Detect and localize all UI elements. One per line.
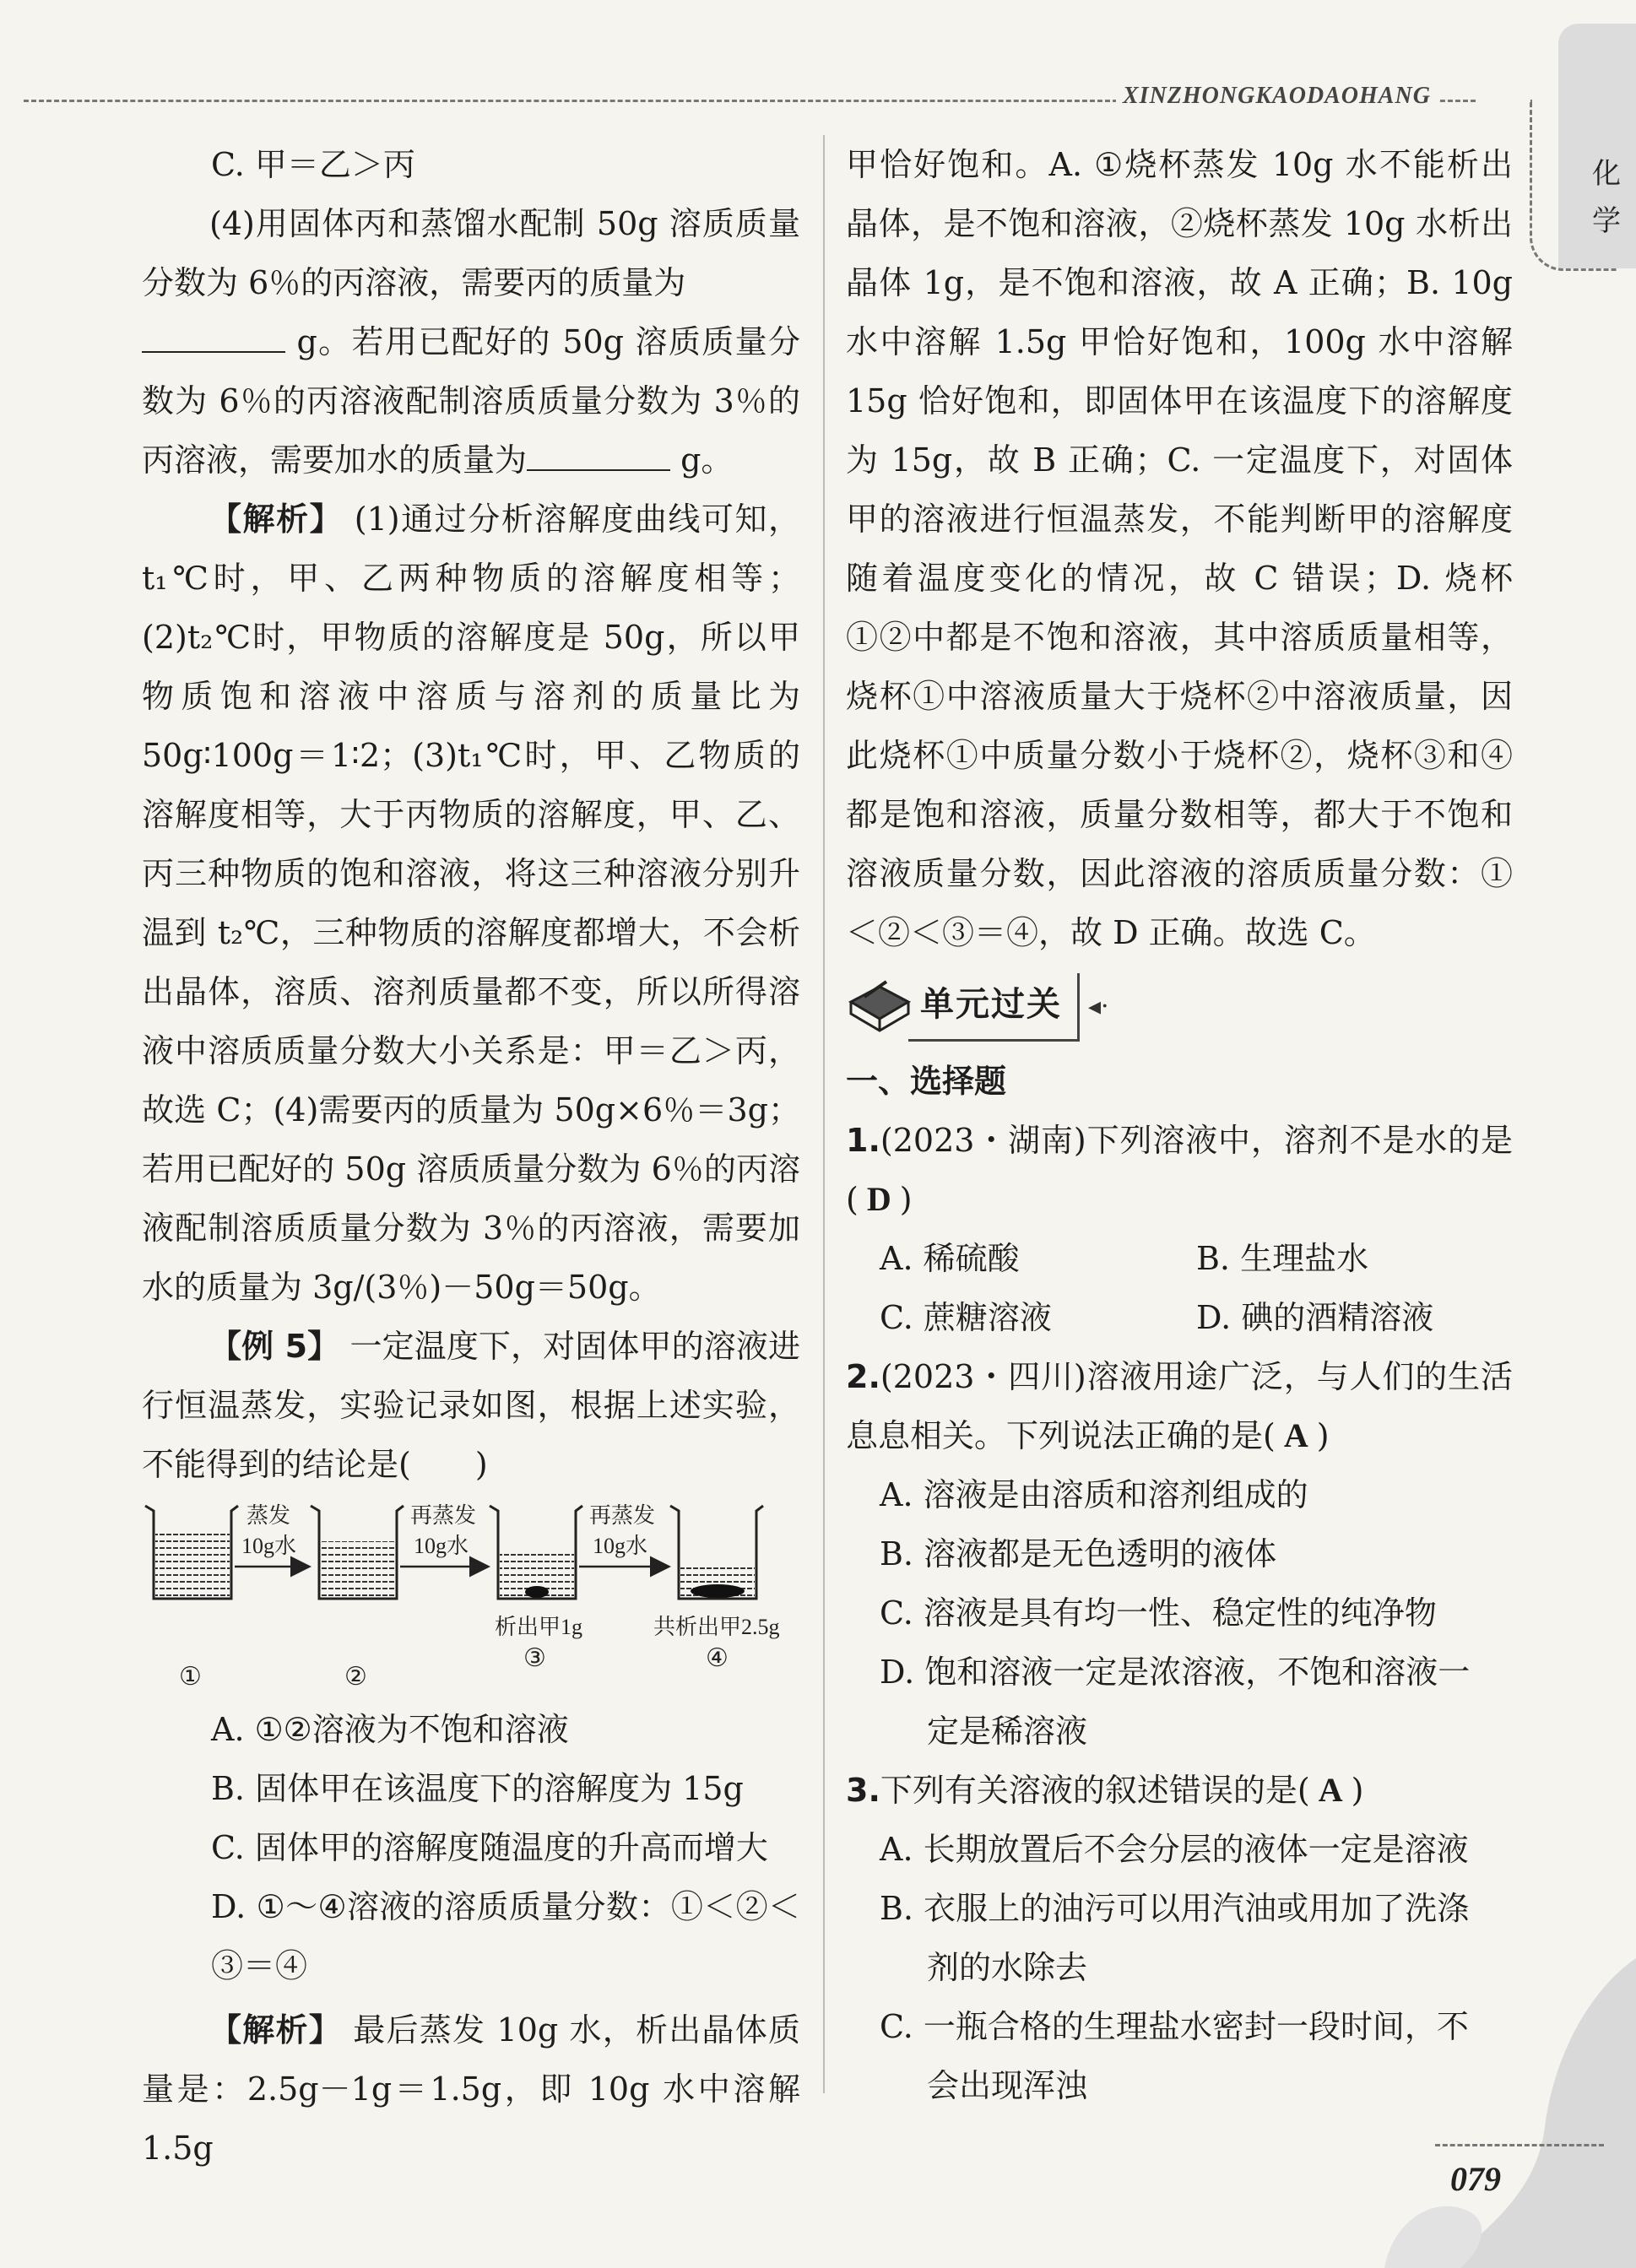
beaker-2-number: ② <box>344 1662 367 1692</box>
question-2 <box>846 1347 1513 1465</box>
analysis-2 <box>142 2000 800 2178</box>
question-4-cont-text: g。若用已配好的 50g 溶质质量分数为 6％的丙溶液配制溶质质量分数为 3％的丙溶液，需要加水的质量为 <box>142 323 800 479</box>
q2-option-d-cont: 定是稀溶液 <box>927 1713 1088 1750</box>
step-2-label: 再蒸发 <box>410 1503 477 1528</box>
example-5-option-b: B. 固体甲在该温度下的溶解度为 15g <box>211 1770 744 1807</box>
q2-option-d: D. 饱和溶液一定是浓溶液，不饱和溶液一 <box>880 1654 1471 1691</box>
option-c-previous: C. 甲＝乙＞丙 <box>211 146 415 183</box>
q3-option-c-cont: 会出现浑浊 <box>927 2067 1088 2104</box>
answer-blank-2 <box>527 444 670 471</box>
banner-title: 单元过关 <box>908 973 1080 1042</box>
q3-option-b: B. 衣服上的油污可以用汽油或用加了洗涤 <box>880 1890 1470 1927</box>
q2-option-b: B. 溶液都是无色透明的液体 <box>880 1535 1277 1572</box>
question-3 <box>846 1761 1513 1820</box>
analysis-2-text: 最后蒸发 10g 水，析出晶体质量是：2.5g－1g＝1.5g，即 10g 水中溶解 1.5g <box>142 2011 800 2167</box>
step-3-amount: 10g水 <box>593 1534 648 1558</box>
banner-arrow-icon: ◂· <box>1088 992 1109 1021</box>
question-4 <box>142 194 800 312</box>
beaker-4-note: 共析出甲2.5g <box>653 1615 780 1639</box>
q2-text: (2023・四川)溶液用途广泛，与人们的生活息息相关。下列说法正确的是( <box>846 1358 1513 1454</box>
q1-close: ) <box>899 1181 913 1218</box>
left-column <box>142 135 800 2178</box>
beaker-4 <box>670 1506 763 1599</box>
q2-option-c: C. 溶液是具有均一性、稳定性的纯净物 <box>880 1594 1437 1632</box>
column-divider <box>823 135 825 2093</box>
step-1-amount: 10g水 <box>241 1534 297 1558</box>
example-5 <box>142 1317 800 1494</box>
beaker-4-number: ④ <box>706 1643 729 1673</box>
beaker-1-number: ① <box>179 1662 202 1692</box>
question-1 <box>846 1111 1513 1229</box>
beaker-1 <box>145 1506 238 1599</box>
q1-number: 1. <box>846 1122 880 1159</box>
analysis-2-continued: 甲恰好饱和。A. ①烧杯蒸发 10g 水不能析出晶体，是不饱和溶液，②烧杯蒸发 10g 水析出晶体 1g，是不饱和溶液，故 A 正确；B. 10g 水中溶解 1.5g 甲恰好饱和，100g 水中溶解 15g 恰好饱和，即固体甲在该温度下的溶解度为 15g，故 B 正确；C. 一定温度下，对固体甲的溶液进行恒温蒸发，不能判断甲的溶解度随着温度变化的情况，故 C 错误；D. 烧杯①②中都是不饱和溶液，其中溶质质量相等，烧杯①中溶液质量大于烧杯②中溶液质量，因此烧杯①中质量分数小于烧杯②，烧杯③和④都是饱和溶液，质量分数相等，都大于不饱和溶液质量分数，因此溶液的溶质质量分数：①＜②＜③＝④，故 D 正确。故选 C。 <box>846 146 1513 951</box>
step-1-label: 蒸发 <box>246 1503 291 1528</box>
q1-option-a: A. 稀硫酸 <box>880 1240 1020 1277</box>
evaporation-diagram <box>142 1497 800 1700</box>
q1-answer: D <box>866 1180 891 1218</box>
side-dashed-frame <box>1530 100 1617 271</box>
q2-number: 2. <box>846 1358 880 1395</box>
analysis-2-tag: 【解析】 <box>209 2011 342 2049</box>
beaker-3-note: 析出甲1g <box>495 1615 583 1639</box>
q3-number: 3. <box>846 1772 880 1809</box>
q2-answer: A <box>1283 1416 1308 1454</box>
step-2-amount: 10g水 <box>414 1534 469 1558</box>
right-column <box>846 135 1513 2115</box>
example-5-text: 一定温度下，对固体甲的溶液进行恒温蒸发，实验记录如图，根据上述实验，不能得到的结论是( ) <box>142 1328 800 1483</box>
running-title: XINZHONGKAODAOHANG <box>1116 83 1438 110</box>
analysis-1 <box>142 490 800 1317</box>
q2-option-a: A. 溶液是由溶质和溶剂组成的 <box>880 1476 1308 1513</box>
section-title: 一、选择题 <box>846 1063 1007 1100</box>
q1-option-d: D. 碘的酒精溶液 <box>1196 1299 1434 1336</box>
beakers-svg <box>142 1497 800 1700</box>
analysis-tag: 【解析】 <box>209 501 344 538</box>
answer-blank-1 <box>142 326 285 353</box>
analysis-1-text: (1)通过分析溶解度曲线可知，t₁℃时，甲、乙两种物质的溶解度相等；(2)t₂℃时，甲物质的溶解度是 50g，所以甲物质饱和溶液中溶质与溶剂的质量比为 50g∶100g＝1∶2；(3)t₁℃时，甲、乙物质的溶解度相等，大于丙物质的溶解度，甲、乙、丙三种物质的饱和溶液，将这三种溶液分别升温到 t₂℃，三种物质的溶解度都增大，不会析出晶体，溶质、溶剂质量都不变，所以所得溶液中溶质质量分数大小关系是：甲＝乙＞丙，故选 C；(4)需要丙的质量为 50g×6％＝3g；若用已配好的 50g 溶质质量分数为 6％的丙溶液配制溶质质量分数为 3％的丙溶液，需要加水的质量为 3g/(3％)－50g＝50g。 <box>142 501 800 1306</box>
q3-close: ) <box>1351 1772 1364 1809</box>
beaker-3 <box>490 1506 582 1599</box>
book-icon <box>846 977 913 1037</box>
side-tab-label: 化学 <box>1592 157 1621 238</box>
question-4-text: (4)用固体丙和蒸馏水配制 50g 溶质质量分数为 6％的丙溶液，需要丙的质量为 <box>142 205 800 301</box>
q2-close: ) <box>1316 1417 1330 1454</box>
q3-answer: A <box>1318 1771 1343 1809</box>
q3-option-a: A. 长期放置后不会分层的液体一定是溶液 <box>880 1831 1469 1868</box>
example-5-option-c: C. 固体甲的溶解度随温度的升高而增大 <box>211 1829 768 1866</box>
q3-text: 下列有关溶液的叙述错误的是( <box>880 1772 1310 1809</box>
decorative-splash <box>1334 1941 1636 2268</box>
q3-option-b-cont: 剂的水除去 <box>927 1949 1088 1986</box>
question-4-cont <box>142 312 800 490</box>
unit-review-banner <box>846 969 1513 1045</box>
q3-option-c: C. 一瓶合格的生理盐水密封一段时间，不 <box>880 2008 1469 2045</box>
q1-text: (2023・湖南)下列溶液中，溶剂不是水的是( <box>846 1122 1513 1218</box>
footer-dashed-line <box>1435 2144 1604 2146</box>
beaker-3-number: ③ <box>523 1643 546 1673</box>
q1-option-c: C. 蔗糖溶液 <box>880 1299 1052 1336</box>
question-4-unit: g。 <box>680 441 734 479</box>
q1-option-b: B. 生理盐水 <box>1196 1240 1369 1277</box>
beaker-2 <box>311 1506 404 1599</box>
q1-options-row-2 <box>846 1288 1513 1347</box>
example-tag: 【例 5】 <box>209 1328 340 1365</box>
q1-options-row-1 <box>846 1229 1513 1288</box>
example-5-option-a: A. ①②溶液为不饱和溶液 <box>211 1711 569 1748</box>
page-number: 079 <box>1450 2160 1501 2198</box>
step-3-label: 再蒸发 <box>589 1503 656 1528</box>
example-5-option-d: D. ①～④溶液的溶质质量分数：①＜②＜③＝④ <box>211 1888 800 1984</box>
